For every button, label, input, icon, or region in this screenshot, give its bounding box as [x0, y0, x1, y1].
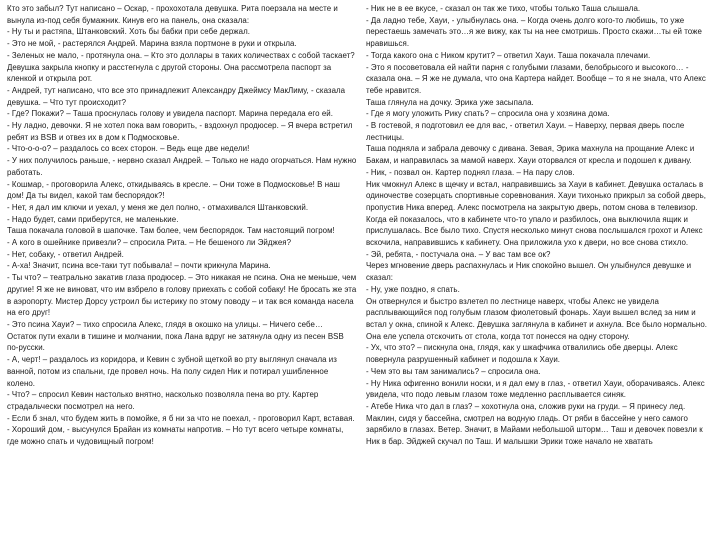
left-text-column: Кто это забыл? Тут написано – Оскар, - прохохотала девушка. Рита поерзала на месте и вынула из-под себя бумажник. Кинув его на панель, она сказала: - Ну ты и растяпа, Штанковский. Хоть бы бабки при себе держал. - Это не мой, - растерялся Андрей. Марина взяла портмоне в руки и открыла. - Зеленых не мало, - протянула она. – Кто это доллары в таких количествах с собой таскает? Девушка закрыла кнопку и расстегнула с другой стороны. Она рассмотрела паспорт за кленкой и открыла рот. - Андрей, тут написано, что все это принадлежит Александру Джеймсу МакЛиму, - сказала девушка. – Что тут происходит? - Где? Покажи? – Таша проснулась голову и увидела паспорт. Марина передала его ей. - Ну ладно, девочки. Я не хотел пока вам говорить, - вздохнул продюсер. – Я вчера встретил ребят из BSB и отвез их в дом к Подмосковье. - Что-о-о-о? – раздалось со всех сторон. – Ведь еще две недели! - У них получилось раньше, - нервно сказал Андрей. – Только не надо огорчаться. Нам нужно работать. - Кошмар, - проговорила Алекс, откидываясь в кресле. – Они тоже в Подмосковье! В наш дом! Да ты видел, какой там беспорядок?! - Нет, я дал им ключи и уехал, у меня же дел полно, - отмахивался Штанковский. - Надо будет, сами приберутся, не маленькие. Таша покачала головой в шапочке. Там более, чем беспорядок. Там настоящий погром! - А кого в ошейнике привезли? – спросила Рита. – Не бешеного ли Эйджея? - Нет, собаку, - ответил Андрей. - А-ха! Значит, псина все-таки тут побывала! – почти крикнула Марина. - Ты что? – театрально закатив глаза продюсер. – Это никакая не псина. Она не меньше, чем другие! Я же не виноват, что им взбрело в голову приехать с собой собаку! Не бросать же эта в аэропорту. Мистер Дорсу устроил бы истерику по этому поводу – и так вся команда насела на его друг! - Это псина Хауи? – тихо спросила Алекс, глядя в окошко на улицы. – Ничего себе… Остаток пути ехали в тишине и молчании, пока Лана вдруг не затянула одну из песен BSB по-русски. - А, черт! – раздалось из коридора, и Кевин с зубной щеткой во рту выглянул сначала из ванной, потом из спальни, где провел ночь. На полу сидел Ник и потирал ушибленное колено. - Что? – спросил Кевин настолько внятно, насколько позволяла пена во рту. Картер страдальчески посмотрел на него. - Если б знал, что будем жить в помойке, я б ни за что не поехал, - проговорил Карт, вставая. - Хороший дом, - высунулся Брайан из комнаты напротив. – Но тут всего четыре комнаты, где можно спать и чудовищный погром! [7, 4, 357, 447]
right-text-column: - Ник не в ее вкусе, - сказал он так же тихо, чтобы только Таша слышала. - Да ладно тебе, Хауи, - улыбнулась она. – Когда очень долго кого-то любишь, то уже перестаешь замечать это…я же вижу, как ты на нее смотришь. Просто скажи…ты ей тоже нравишься. - Тогда какого она с Ником крутит? – ответил Хауи. Таша покачала плечами. - Это я посоветовала ей найти парня с голубыми глазами, белобрысого и высокого… - сказала она. – Я же не думала, что она Картера найдет. Вообще – то я не знала, что Алекс тебе нравится. Таша глянула на дочку. Эрика уже засыпала. - Где я могу уложить Рику спать? – спросила она у хозяина дома. - В гостевой, я подготовил ее для вас, - ответил Хауи. – Наверху, первая дверь после лестницы. Таша подняла и забрала девочку с дивана. Зевая, Эрика махнула на прощание Алекс и Бакам, и направилась за мамой наверх. Хауи оторвался от кресла и подошел к дивану. - Ник, - позвал он. Картер поднял глаза. – На пару слов. Ник чмокнул Алекс в щечку и встал, направившись за Хауи в кабинет. Девушка осталась в одиночестве созерцать спортивные соревнования. Хауи тихонько прикрыл за собой дверь, пропустив Ника вперед. Алекс посмотрела на закрытую дверь, потом снова в телевизор. Когда ей показалось, что в кабинете что-то упало и разбилось, она выключила ящик и прислушалась. Все было тихо. Спустя несколько минут снова послышался грохот и Алекс вскочила, направившись к кабинету. Она приложила ухо к двери, но все снова стихло. - Эй, ребята, - постучала она. – У вас там все ок? Через мгновение дверь распахнулась и Ник спокойно вышел. Он улыбнулся девушке и сказал: - Ну, уже поздно, я спать. Он отвернулся и быстро взлетел по лестнице наверх, чтобы Алекс не увидела расплывающийся под голубым глазом фиолетовый фонарь. Хауи вышел вслед за ним и встал у окна, спиной к Алекс. Девушка заглянула в кабинет и ахнула. Все было нормально. Она еле успела отскочить от стола, когда тот понесся на одну сторону. - Ух, что это? – пискнула она, глядя, как у шкафчика отвалились обе дверцы. Алекс повернула разрушенный кабинет и подошла к Хауи. - Чем это вы там занимались? – спросила она. - Ну Ника офигенно вонили носки, и я дал ему в глаз, - ответил Хауи, оборачиваясь. Алекс увидела, что подо левым глазом тоже медленно расплывается синяк. - Атебе Ника что дал в глаз? – хохотнула она, сложив руки на груди. – Я принесу лед. Маклин, сидя у бассейна, смотрел на водную гладь. От ряби в бассейне у него самого зарябило в глазах. Ветер. Значит, в Майами небольшой шторм… Таш и девочек повезли к Ник в бар. Эйджей скучал по Таш. И малышки Эрики тоже начало не хватать [366, 4, 708, 447]
